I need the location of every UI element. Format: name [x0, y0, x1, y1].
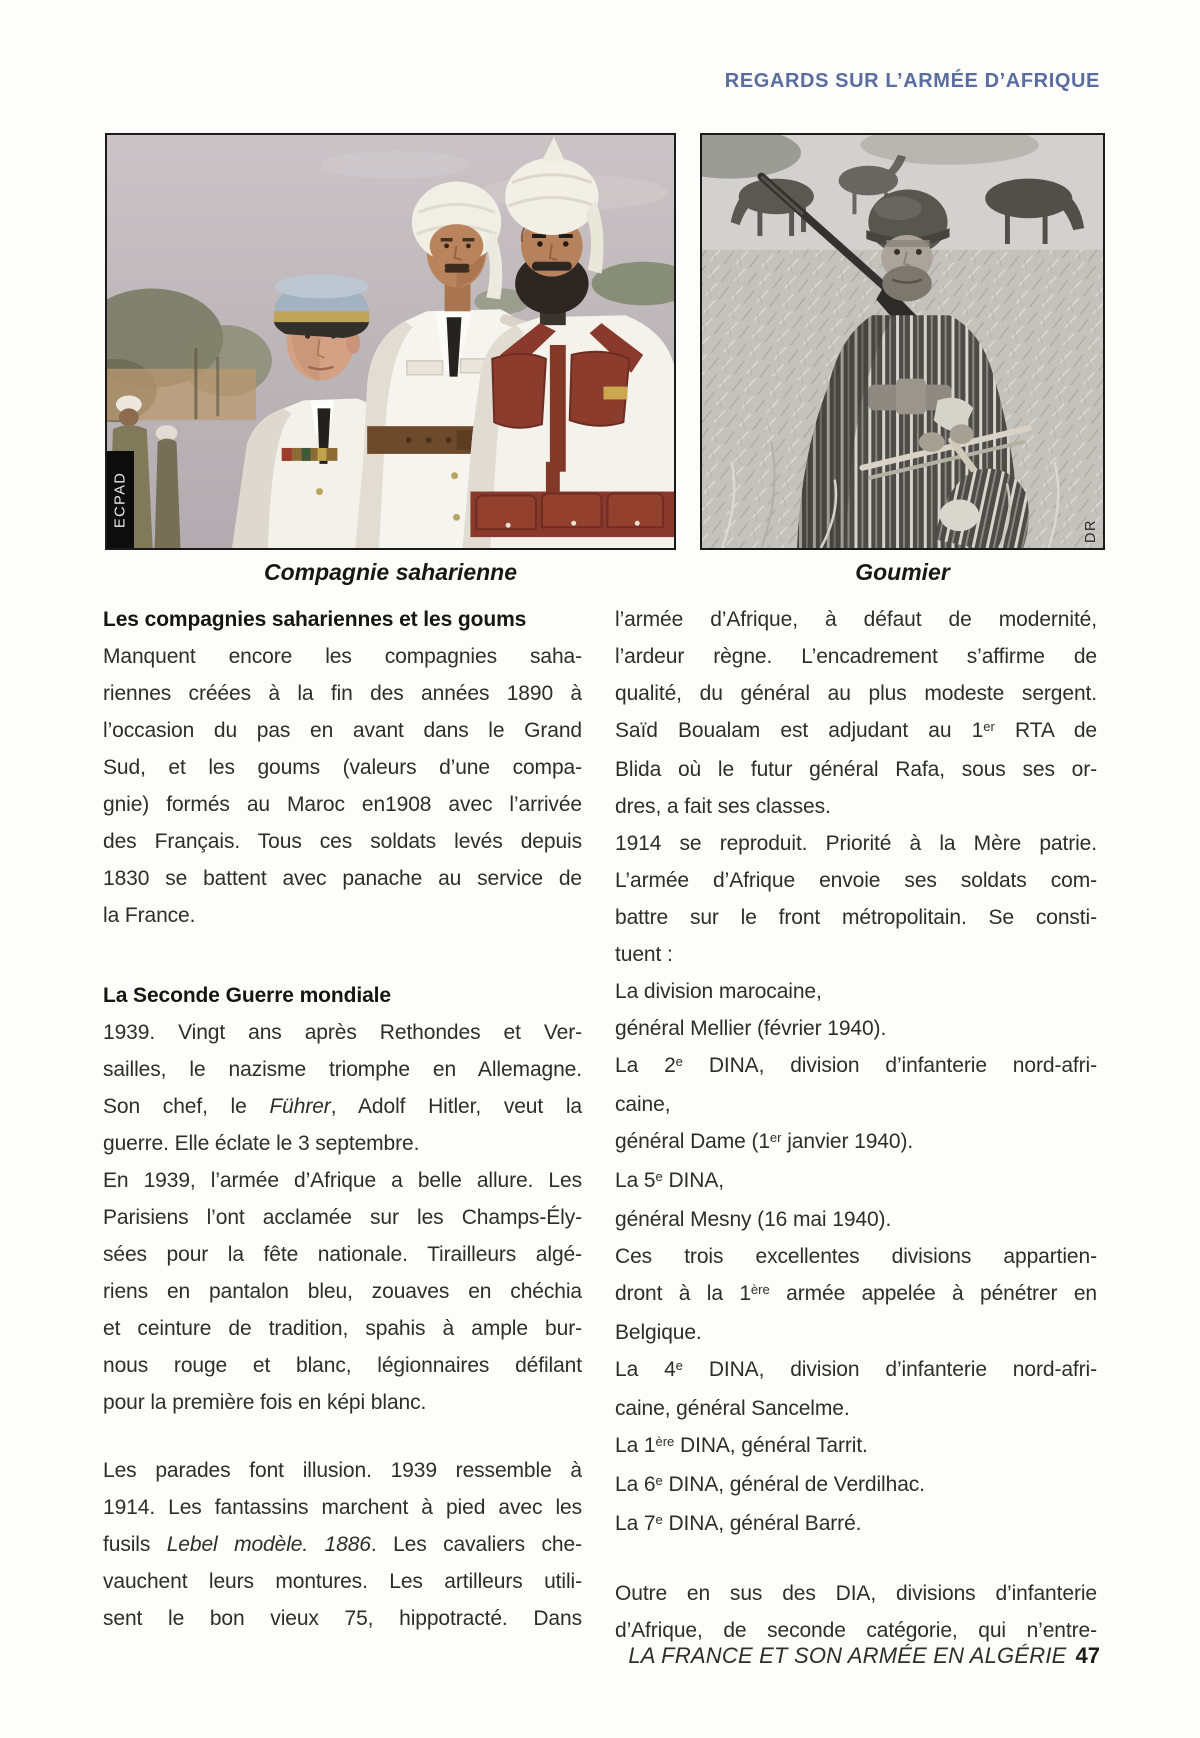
- text-line: fusils Lebel modèle. 1886. Les cavaliers che-: [103, 1533, 582, 1556]
- text-line: Manquent encore les compagnies saha-: [103, 645, 582, 668]
- text-line: Belgique.: [615, 1321, 702, 1344]
- left-column: [103, 601, 582, 1637]
- paragraph-spacer: [103, 934, 582, 965]
- text-line: Outre en sus des DIA, divisions d’infanterie: [615, 1582, 1097, 1605]
- text-line: 1830 se battent avec panache au service de: [103, 867, 582, 890]
- text-line: battre sur le front métropolitain. Se consti-: [615, 906, 1097, 929]
- paragraph: [615, 973, 1097, 1010]
- paragraph: [615, 1427, 1097, 1466]
- text-line: Sud, et les goums (valeurs d’une compa-: [103, 756, 582, 779]
- text-line: général Mellier (février 1940).: [615, 1017, 887, 1040]
- text-line: La 2e DINA, division d’infanterie nord-afri-: [615, 1054, 1097, 1077]
- paragraph: [615, 1162, 1097, 1201]
- text-line: sailles, le nazisme triomphe en Allemagne.: [103, 1058, 582, 1081]
- text-line: l’occasion du pas en avant dans le Grand: [103, 719, 582, 742]
- paragraph: [615, 601, 1097, 825]
- text-line: Blida où le futur général Rafa, sous ses or-: [615, 758, 1097, 781]
- text-line: général Dame (1er janvier 1940).: [615, 1130, 914, 1153]
- text-line: riens en pantalon bleu, zouaves en chéchia: [103, 1280, 582, 1303]
- text-line: tuent :: [615, 943, 673, 966]
- text-line: la France.: [103, 904, 196, 927]
- text-line: Les compagnies sahariennes et les goums: [103, 608, 527, 631]
- paragraph: [615, 1047, 1097, 1123]
- text-line: Son chef, le Führer, Adolf Hitler, veut la: [103, 1095, 582, 1118]
- text-line: dres, a fait ses classes.: [615, 795, 831, 818]
- paragraph: [103, 638, 582, 934]
- text-line: sées pour la fête nationale. Tirailleurs algé-: [103, 1243, 582, 1266]
- paragraph: [615, 1238, 1097, 1351]
- page-footer: [628, 1643, 1100, 1669]
- paragraph: [615, 1575, 1097, 1649]
- photo-credit-ecpad: ECPAD: [107, 451, 134, 548]
- text-line: 1914 se reproduit. Priorité à la Mère patrie.: [615, 832, 1097, 855]
- text-line: 1939. Vingt ans après Rethondes et Ver-: [103, 1021, 582, 1044]
- text-line: nous rouge et blanc, légionnaires défilant: [103, 1354, 582, 1377]
- text-line: d’Afrique, de seconde catégorie, qui n’entre-: [615, 1619, 1097, 1642]
- paragraph: [615, 1123, 1097, 1162]
- caption-goumier: Goumier: [855, 559, 950, 585]
- paragraph-spacer: [615, 1544, 1097, 1575]
- paragraph: [615, 1010, 1097, 1047]
- text-line: Saïd Boualam est adjudant au 1er RTA de: [615, 719, 1098, 742]
- text-line: riennes créées à la fin des années 1890 à: [103, 682, 582, 705]
- text-line: Parisiens l’ont acclamée sur les Champs-Ély-: [103, 1206, 582, 1229]
- text-line: En 1939, l’armée d’Afrique a belle allure. Les: [103, 1169, 582, 1192]
- photo-credit-dr: DR: [1083, 519, 1099, 543]
- text-line: l’ardeur règne. L’encadrement s’affirme de: [615, 645, 1097, 668]
- text-line: La 5e DINA,: [615, 1169, 724, 1192]
- photo-left-illustration: [107, 135, 674, 548]
- photo-right-illustration: [702, 135, 1103, 548]
- section-heading: [103, 601, 582, 638]
- paragraph: [615, 825, 1097, 973]
- running-header: REGARDS SUR L’ARMÉE D’AFRIQUE: [724, 70, 1100, 92]
- text-line: sent le bon vieux 75, hippotracté. Dans: [103, 1607, 582, 1630]
- text-line: La 1ère DINA, général Tarrit.: [615, 1434, 868, 1457]
- page-number: 47: [1075, 1643, 1100, 1668]
- text-line: L’armée d’Afrique envoie ses soldats com-: [615, 869, 1097, 892]
- text-line: qualité, du général au plus modeste sergent.: [615, 682, 1097, 705]
- paragraph: [103, 1452, 582, 1637]
- caption-compagnie-saharienne: Compagnie saharienne: [263, 559, 518, 585]
- photo-compagnie-saharienne: [105, 133, 676, 550]
- text-line: pour la première fois en képi blanc.: [103, 1391, 427, 1414]
- paragraph: [103, 1014, 582, 1162]
- paragraph: [615, 1201, 1097, 1238]
- paragraph: [615, 1466, 1097, 1505]
- text-line: Les parades font illusion. 1939 ressemble à: [103, 1459, 582, 1482]
- text-line: Ces trois excellentes divisions appartien-: [615, 1245, 1097, 1268]
- text-line: gnie) formés au Maroc en1908 avec l’arrivée: [103, 793, 582, 816]
- text-line: caine, général Sancelme.: [615, 1397, 850, 1420]
- text-line: La 6e DINA, général de Verdilhac.: [615, 1473, 925, 1496]
- text-line: et ceinture de tradition, spahis à ample bur-: [103, 1317, 582, 1340]
- text-line: La 7e DINA, général Barré.: [615, 1512, 862, 1535]
- paragraph-spacer: [103, 1421, 582, 1452]
- section-heading: [103, 977, 582, 1014]
- text-line: La Seconde Guerre mondiale: [103, 984, 391, 1007]
- footer-title: LA FRANCE ET SON ARMÉE EN ALGÉRIE: [628, 1643, 1067, 1668]
- text-line: l’armée d’Afrique, à défaut de modernité,: [615, 608, 1097, 631]
- text-line: La 4e DINA, division d’infanterie nord-afri-: [615, 1358, 1097, 1381]
- text-line: vauchent leurs montures. Les artilleurs utili-: [103, 1570, 582, 1593]
- text-line: dront à la 1ère armée appelée à pénétrer en: [615, 1282, 1097, 1305]
- paragraph: [615, 1351, 1097, 1427]
- text-line: caine,: [615, 1093, 671, 1116]
- text-line: des Français. Tous ces soldats levés depuis: [103, 830, 582, 853]
- photo-goumier: [700, 133, 1105, 550]
- text-line: guerre. Elle éclate le 3 septembre.: [103, 1132, 420, 1155]
- right-column: [615, 601, 1097, 1649]
- text-line: 1914. Les fantassins marchent à pied avec les: [103, 1496, 582, 1519]
- text-line: général Mesny (16 mai 1940).: [615, 1208, 892, 1231]
- paragraph: [103, 1162, 582, 1421]
- text-line: La division marocaine,: [615, 980, 822, 1003]
- paragraph: [615, 1505, 1097, 1544]
